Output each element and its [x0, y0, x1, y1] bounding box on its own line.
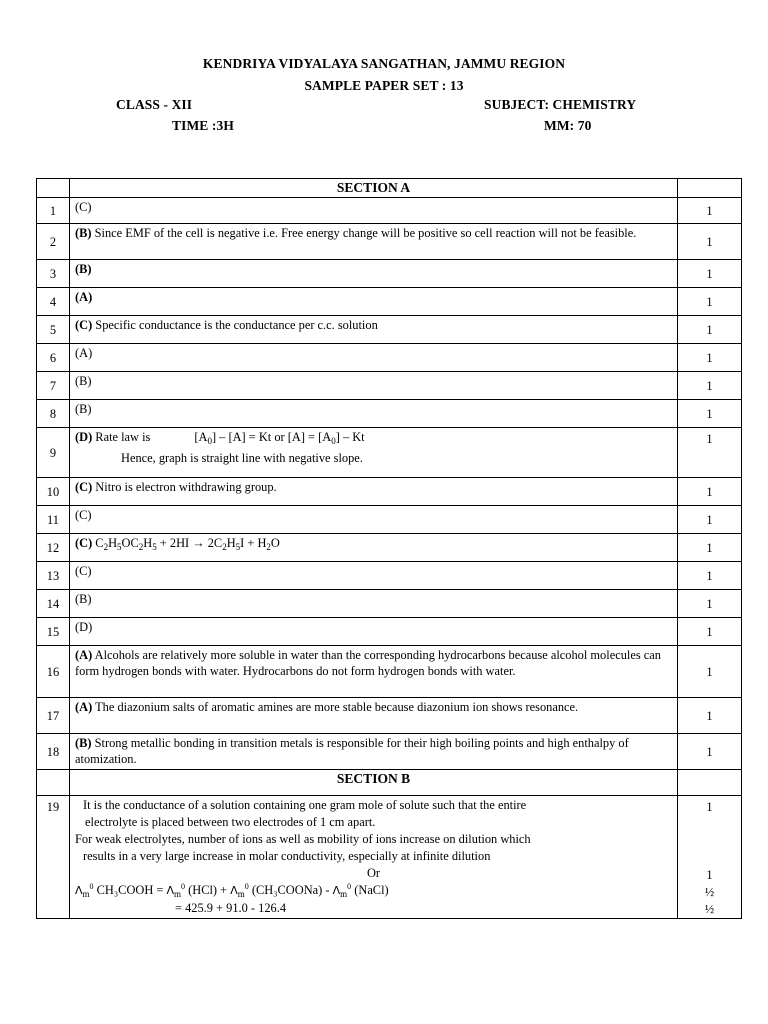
- marks: 1: [678, 288, 742, 316]
- section-a-title: SECTION A: [70, 179, 678, 198]
- answer-option: (D): [75, 430, 93, 444]
- answer-row: [37, 590, 742, 618]
- answer-explanation: The diazonium salts of aromatic amines are more stable because diazonium ion shows resonance.: [92, 700, 579, 714]
- section-b-header-row: [37, 770, 742, 796]
- answer-row: [37, 562, 742, 590]
- answer-option: (A): [75, 700, 93, 714]
- question-number: 3: [37, 260, 70, 288]
- question-number: 10: [37, 478, 70, 506]
- subscript: 2: [138, 542, 144, 552]
- question-number: 17: [37, 698, 70, 734]
- answer-text: [70, 198, 678, 224]
- answer-row: [37, 316, 742, 344]
- question-number: 16: [37, 646, 70, 698]
- answer-text: [70, 590, 678, 618]
- question-number: 14: [37, 590, 70, 618]
- answer-text: [70, 534, 678, 562]
- calculation-line: = 425.9 + 91.0 - 126.4: [175, 901, 287, 915]
- answer-key-table: [36, 178, 742, 919]
- answer-row: [37, 428, 742, 478]
- kohlrausch-equation: [75, 882, 672, 900]
- answer-text: [70, 372, 678, 400]
- subject-label: SUBJECT: CHEMISTRY: [484, 97, 637, 112]
- subscript: m: [174, 889, 182, 899]
- answer-text: [70, 478, 678, 506]
- answer-text: [70, 344, 678, 372]
- subscript: m: [237, 889, 245, 899]
- answer-option: (A): [75, 346, 93, 360]
- answer-text: [70, 734, 678, 770]
- marks: 1: [678, 646, 742, 698]
- formula-text: O: [270, 536, 280, 550]
- subscript: 5: [235, 542, 241, 552]
- question-number: 13: [37, 562, 70, 590]
- marks-label: MM: 70: [544, 118, 592, 133]
- formula-text: (HCl) +: [185, 883, 231, 897]
- time-label: TIME :3H: [172, 118, 234, 133]
- question-number: 18: [37, 734, 70, 770]
- formula-text: ] – [A] = Kt or [A] = [A: [211, 430, 332, 444]
- marks: 1: [678, 198, 742, 224]
- definition-line: electrolyte is placed between two electrodes of 1 cm apart.: [85, 815, 376, 829]
- answer-explanation: Since EMF of the cell is negative i.e. Free energy change will be positive so cell reaction will not be feasible.: [91, 226, 637, 240]
- marks: 1: [678, 506, 742, 534]
- answer-text: [70, 618, 678, 646]
- answer-text: [70, 288, 678, 316]
- formula-text: [A: [194, 430, 208, 444]
- answer-row: [37, 198, 742, 224]
- answer-text: [70, 400, 678, 428]
- answer-explanation-line2: Hence, graph is straight line with negative slope.: [121, 451, 363, 465]
- section-a-header-row: [37, 179, 742, 198]
- marks: 1: [678, 478, 742, 506]
- marks: 1: [678, 400, 742, 428]
- lambda-symbol: Λ: [75, 884, 83, 897]
- answer-row: [37, 372, 742, 400]
- rate-law-equation: [150, 430, 364, 444]
- explanation-line: results in a very large increase in molar conductivity, especially at infinite dilution: [83, 849, 491, 863]
- answer-text: [70, 562, 678, 590]
- superscript: 0: [347, 882, 352, 891]
- answer-option: (B): [75, 736, 92, 750]
- marks-spacer: [678, 833, 741, 850]
- question-number: 1: [37, 198, 70, 224]
- subscript: m: [340, 889, 348, 899]
- superscript: 0: [244, 882, 249, 891]
- marks-spacer: [678, 850, 741, 867]
- lambda-symbol: Λ: [230, 884, 238, 897]
- answer-text: [70, 506, 678, 534]
- marks: 1: [678, 618, 742, 646]
- subscript: 0: [207, 436, 212, 446]
- answer-option: (D): [75, 620, 93, 634]
- marks: 1: [678, 534, 742, 562]
- explanation-line: For weak electrolytes, number of ions as well as mobility of ions increase on dilution which: [75, 832, 531, 846]
- marks: [678, 796, 742, 919]
- superscript: 0: [89, 882, 94, 891]
- answer-option: (B): [75, 226, 92, 240]
- answer-explanation: Rate law is: [92, 430, 151, 444]
- question-number: 2: [37, 224, 70, 260]
- formula-text: (CH₃COONa) -: [248, 883, 333, 897]
- definition-line: It is the conductance of a solution containing one gram mole of solute such that the entire: [83, 798, 527, 812]
- answer-option: (C): [75, 480, 93, 494]
- answer-option: (C): [75, 508, 92, 522]
- formula-text: C: [92, 536, 104, 550]
- marks-value: 1: [706, 868, 713, 882]
- class-label: CLASS - XII: [116, 97, 193, 112]
- marks: 1: [678, 562, 742, 590]
- section-b-title: SECTION B: [70, 770, 678, 796]
- answer-row: [37, 288, 742, 316]
- question-number: 11: [37, 506, 70, 534]
- question-number: 19: [37, 796, 70, 919]
- marks-value: 1: [706, 800, 713, 814]
- marks: 1: [678, 372, 742, 400]
- marks: 1: [678, 344, 742, 372]
- answer-text: [70, 224, 678, 260]
- marks: 1: [678, 260, 742, 288]
- subscript: 0: [331, 436, 336, 446]
- question-number: 6: [37, 344, 70, 372]
- formula-text: CH₃COOH =: [93, 883, 167, 897]
- answer-option: (B): [75, 592, 92, 606]
- marks-value: ½: [704, 902, 715, 916]
- subscript: 2: [266, 542, 271, 552]
- answer-option: (A): [75, 290, 93, 304]
- lambda-symbol: Λ: [332, 884, 341, 897]
- answer-explanation: Nitro is electron withdrawing group.: [92, 480, 277, 494]
- question-number: 4: [37, 288, 70, 316]
- answer-row: [37, 478, 742, 506]
- answer-option: (C): [75, 564, 92, 578]
- question-number: 15: [37, 618, 70, 646]
- answer-row: [37, 796, 742, 919]
- org-title: KENDRIYA VIDYALAYA SANGATHAN, JAMMU REGION: [202, 56, 566, 71]
- marks: 1: [678, 590, 742, 618]
- subscript: 2: [103, 542, 109, 552]
- answer-row: [37, 734, 742, 770]
- answer-text: [70, 646, 678, 698]
- formula-text: + 2HI → 2C: [156, 536, 223, 550]
- answer-text: [70, 260, 678, 288]
- marks: 1: [678, 224, 742, 260]
- answer-option: (C): [75, 536, 93, 550]
- subscript: 2: [222, 542, 227, 552]
- answer-row: [37, 260, 742, 288]
- marks: 1: [678, 734, 742, 770]
- marks-spacer: [678, 816, 741, 833]
- marks: 1: [678, 428, 742, 478]
- formula-text: I + H: [240, 536, 267, 550]
- marks: 1: [678, 316, 742, 344]
- answer-explanation: Alcohols are relatively more soluble in water than the corresponding hydrocarbons because alcohol molecules can form hydrogen bonds with water. Hydrocarbons do not form hydrogen bonds with water.: [75, 648, 661, 678]
- answer-explanation: Specific conductance is the conductance per c.c. solution: [92, 318, 378, 332]
- formula-text: H: [108, 536, 118, 550]
- subscript: 5: [152, 542, 157, 552]
- answer-row: [37, 506, 742, 534]
- answer-option: (C): [75, 318, 93, 332]
- formula-text: ] – Kt: [335, 430, 365, 444]
- formula-text: H: [143, 536, 153, 550]
- answer-text: [70, 316, 678, 344]
- subscript: m: [82, 889, 90, 899]
- question-number: 8: [37, 400, 70, 428]
- answer-option: (B): [75, 262, 92, 276]
- marks: 1: [678, 698, 742, 734]
- answer-explanation: Strong metallic bonding in transition metals is responsible for their high boiling points and high enthalpy of atomization.: [75, 736, 629, 766]
- answer-row: [37, 400, 742, 428]
- answer-text: [70, 428, 678, 478]
- question-number: 5: [37, 316, 70, 344]
- marks-value: ½: [704, 885, 715, 899]
- paper-set-title: SAMPLE PAPER SET : 13: [304, 78, 464, 93]
- formula-text: H: [226, 536, 236, 550]
- formula-text: OC: [121, 536, 139, 550]
- answer-text: [70, 698, 678, 734]
- lambda-symbol: Λ: [166, 884, 175, 897]
- answer-option: (C): [75, 200, 92, 214]
- answer-row: [37, 646, 742, 698]
- superscript: 0: [181, 882, 186, 891]
- question-number: 7: [37, 372, 70, 400]
- answer-row: [37, 618, 742, 646]
- answer-row: [37, 344, 742, 372]
- answer-option: (A): [75, 648, 93, 662]
- answer-row: [37, 224, 742, 260]
- answer-text: [70, 796, 678, 919]
- answer-row: [37, 534, 742, 562]
- or-separator: Or: [366, 866, 381, 880]
- answer-option: (B): [75, 402, 92, 416]
- question-number: 12: [37, 534, 70, 562]
- answer-option: (B): [75, 374, 92, 388]
- subscript: 5: [117, 542, 122, 552]
- answer-row: [37, 698, 742, 734]
- question-number: 9: [37, 428, 70, 478]
- formula-text: (NaCl): [351, 883, 389, 897]
